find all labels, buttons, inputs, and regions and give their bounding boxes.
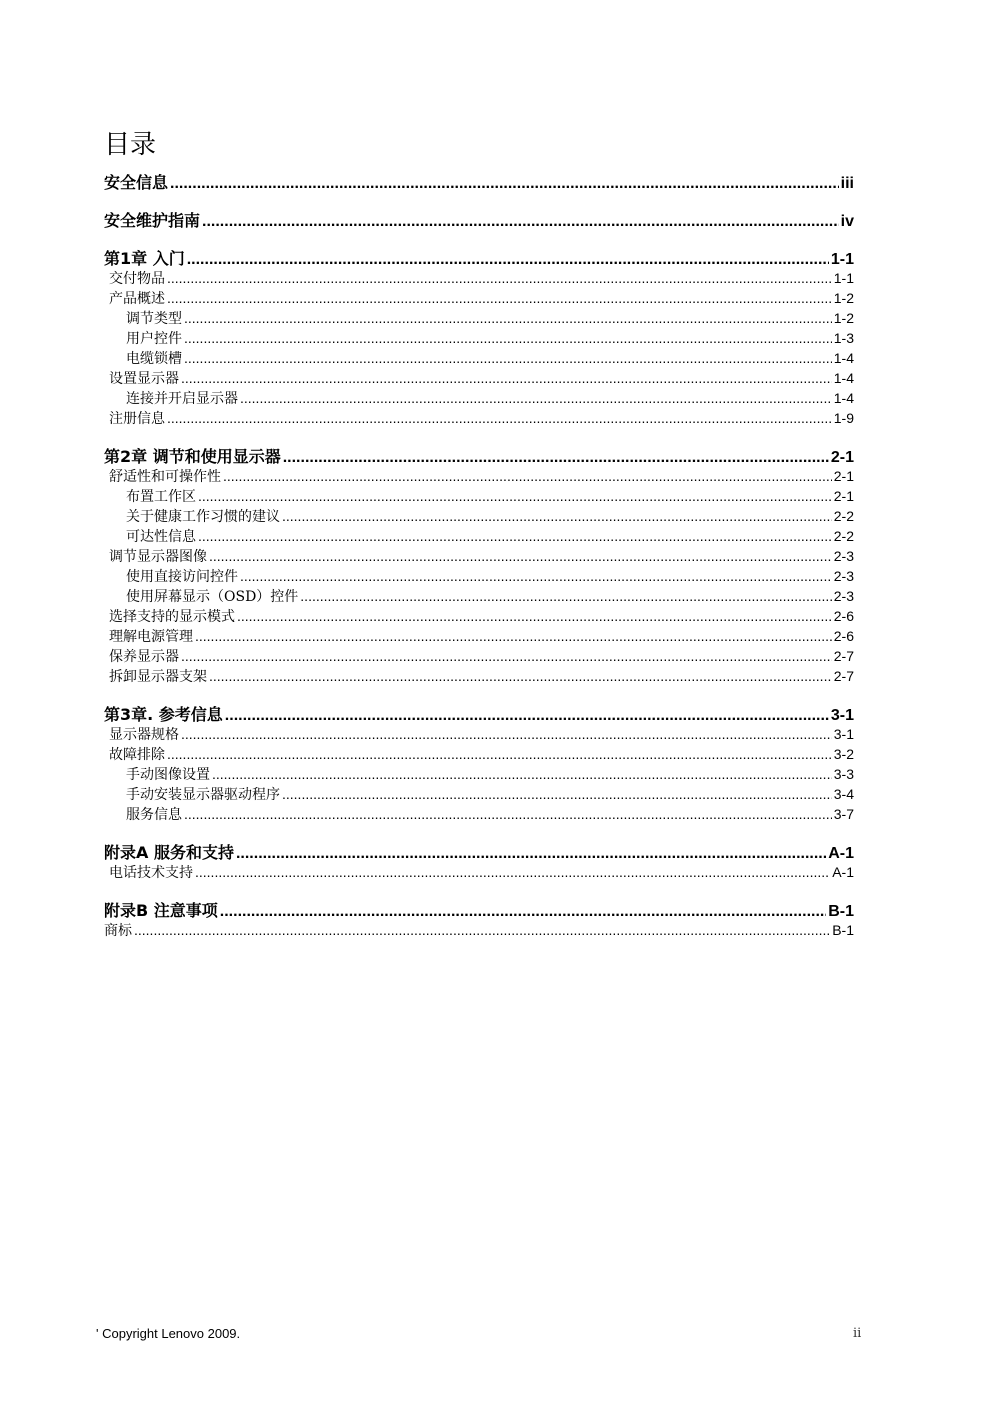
toc-chapter-entry[interactable] [104, 898, 854, 920]
toc-entry-label: 设置显示器 [109, 371, 179, 387]
dot-leader [225, 707, 829, 725]
dot-leader [195, 864, 830, 880]
toc-section-entry[interactable] [104, 566, 854, 586]
toc-section-entry[interactable] [104, 546, 854, 566]
dot-leader [167, 290, 832, 306]
dot-leader [209, 548, 832, 564]
toc-entry-label: 手动图像设置 [126, 767, 210, 783]
toc-entry-page: 1-9 [833, 410, 854, 426]
toc-entry-label: 产品概述 [109, 291, 165, 307]
toc-chapter-entry[interactable] [104, 840, 854, 862]
toc-entry-page: 3-1 [833, 726, 854, 742]
toc-entry-page: 1-4 [833, 390, 854, 406]
toc-entry-page: 2-1 [833, 488, 854, 504]
toc-section-entry[interactable] [104, 368, 854, 388]
toc-section-entry[interactable] [104, 626, 854, 646]
toc-entry-page: 1-4 [833, 370, 854, 386]
dot-leader [282, 786, 832, 802]
toc-entry-page: 3-4 [833, 786, 854, 802]
toc-entry-page: 1-1 [833, 270, 854, 286]
toc-entry-page: 1-2 [833, 290, 854, 306]
page-number: ii [853, 1326, 862, 1341]
toc-entry-label: 连接并开启显示器 [126, 391, 238, 407]
dot-leader [240, 568, 832, 584]
toc-section-entry[interactable] [104, 348, 854, 368]
toc-entry-label: 电缆锁槽 [126, 351, 182, 367]
toc-entry-page: 2-1 [830, 449, 854, 466]
dot-leader [134, 922, 830, 938]
dot-leader [184, 310, 832, 326]
toc-section-entry[interactable] [104, 724, 854, 744]
copyright-notice: ' Copyright Lenovo 2009. [96, 1326, 241, 1341]
toc-entry-page: 2-3 [833, 588, 854, 604]
toc-entry-page: A-1 [828, 845, 854, 862]
toc-section-entry[interactable] [104, 288, 854, 308]
dot-leader [195, 628, 832, 644]
dot-leader [184, 806, 832, 822]
toc-entry-label: 选择支持的显示模式 [109, 609, 235, 625]
toc-entry-page: 2-2 [833, 508, 854, 524]
toc-section-entry[interactable] [104, 328, 854, 348]
toc-section-entry[interactable] [104, 646, 854, 666]
toc-section-entry[interactable] [104, 408, 854, 428]
toc-entry-label: 电话技术支持 [109, 865, 193, 881]
dot-leader [184, 350, 832, 366]
toc-section-entry[interactable] [104, 586, 854, 606]
toc-section-entry[interactable] [104, 466, 854, 486]
dot-leader [240, 390, 832, 406]
toc-entry-label: 安全维护指南 [104, 211, 201, 230]
toc-entry-page: B-1 [832, 922, 854, 938]
toc-entry-page: 3-2 [833, 746, 854, 762]
toc-entry-label: 调节显示器图像 [109, 549, 207, 565]
toc-entry-page: 2-1 [833, 468, 854, 484]
toc-section-entry[interactable] [104, 308, 854, 328]
toc-entry-label: 使用直接访问控件 [126, 569, 238, 585]
dot-leader [170, 175, 839, 193]
toc-entry-page: iii [840, 175, 854, 192]
toc-entry-page: 2-7 [833, 668, 854, 684]
toc-section-entry[interactable] [104, 744, 854, 764]
toc-entry-label: 附录A 服务和支持 [104, 843, 234, 862]
toc-entry-label: 第1章 入门 [104, 249, 185, 268]
toc-entry-page: 2-3 [833, 568, 854, 584]
toc-entry-page: 2-6 [833, 608, 854, 624]
toc-entry-label: 调节类型 [126, 311, 182, 327]
dot-leader [236, 845, 826, 863]
toc-entry-page: 2-3 [833, 548, 854, 564]
toc-chapter-entry[interactable] [104, 702, 854, 724]
toc-entry-page: A-1 [832, 864, 854, 880]
toc-entry-page: iv [840, 213, 854, 230]
toc-entry-label: 保养显示器 [109, 649, 179, 665]
dot-leader [167, 270, 832, 286]
toc-entry-page: 3-7 [833, 806, 854, 822]
toc-title: 目录 [104, 130, 157, 160]
toc-entry-page: 2-6 [833, 628, 854, 644]
dot-leader [237, 608, 832, 624]
toc-entry-page: 1-4 [833, 350, 854, 366]
toc-entry-page: 1-3 [833, 330, 854, 346]
dot-leader [167, 746, 832, 762]
toc-entry-label: 第2章 调节和使用显示器 [104, 447, 281, 466]
dot-leader [184, 330, 832, 346]
dot-leader [212, 766, 832, 782]
toc-section-entry[interactable] [104, 862, 854, 882]
toc-entry-page: 1-1 [830, 251, 854, 268]
toc-entry-label: 使用屏幕显示（OSD）控件 [126, 589, 299, 605]
toc-entry-page: B-1 [828, 903, 854, 920]
toc-chapter-entry[interactable] [104, 246, 854, 268]
toc-entry-label: 显示器规格 [109, 727, 179, 743]
toc-entry-label: 交付物品 [109, 271, 165, 287]
dot-leader [220, 903, 826, 921]
dot-leader [202, 213, 839, 231]
toc-section-entry[interactable] [104, 666, 854, 686]
toc-entry-label: 第3章. 参考信息 [104, 705, 223, 724]
table-of-contents [104, 170, 854, 940]
toc-section-entry[interactable] [104, 268, 854, 288]
toc-section-entry[interactable] [104, 764, 854, 784]
toc-section-entry[interactable] [104, 606, 854, 626]
toc-section-entry[interactable] [104, 506, 854, 526]
toc-entry-label: 理解电源管理 [109, 629, 193, 645]
dot-leader [187, 251, 829, 269]
toc-entry-label: 商标 [104, 923, 132, 939]
toc-entry-label: 布置工作区 [126, 489, 196, 505]
toc-entry-label: 拆卸显示器支架 [109, 669, 207, 685]
dot-leader [223, 468, 832, 484]
dot-leader [300, 588, 831, 604]
dot-leader [198, 528, 832, 544]
toc-section-entry[interactable] [104, 784, 854, 804]
toc-entry-page: 1-2 [833, 310, 854, 326]
dot-leader [181, 726, 832, 742]
toc-entry-label: 安全信息 [104, 173, 169, 192]
toc-entry-label: 可达性信息 [126, 529, 196, 545]
toc-entry-label: 手动安装显示器驱动程序 [126, 787, 280, 803]
toc-entry-page: 2-2 [833, 528, 854, 544]
toc-section-entry[interactable] [104, 804, 854, 824]
dot-leader [167, 410, 832, 426]
toc-entry-page: 3-3 [833, 766, 854, 782]
dot-leader [181, 370, 832, 386]
dot-leader [283, 449, 829, 467]
dot-leader [282, 508, 832, 524]
dot-leader [209, 668, 832, 684]
toc-entry-label: 故障排除 [109, 747, 165, 763]
toc-section-entry[interactable] [104, 486, 854, 506]
toc-chapter-entry[interactable] [104, 170, 854, 192]
toc-section-entry[interactable] [104, 388, 854, 408]
dot-leader [181, 648, 832, 664]
toc-entry-label: 服务信息 [126, 807, 182, 823]
toc-section-entry[interactable] [104, 920, 854, 940]
toc-entry-label: 关于健康工作习惯的建议 [126, 509, 280, 525]
toc-entry-label: 舒适性和可操作性 [109, 469, 221, 485]
toc-entry-label: 注册信息 [109, 411, 165, 427]
dot-leader [198, 488, 832, 504]
toc-chapter-entry[interactable] [104, 208, 854, 230]
toc-chapter-entry[interactable] [104, 444, 854, 466]
toc-entry-label: 用户控件 [126, 331, 182, 347]
toc-entry-page: 2-7 [833, 648, 854, 664]
toc-section-entry[interactable] [104, 526, 854, 546]
toc-entry-label: 附录B 注意事项 [104, 901, 218, 920]
toc-entry-page: 3-1 [830, 707, 854, 724]
